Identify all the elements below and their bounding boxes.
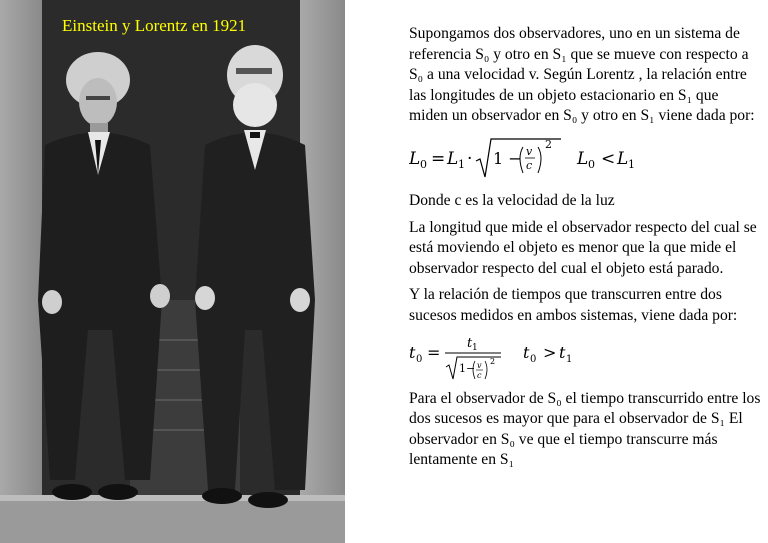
- svg-text:2: 2: [490, 356, 496, 366]
- svg-text:t: t: [523, 342, 530, 362]
- length-contraction-formula: [409, 133, 761, 183]
- svg-text:L: L: [447, 148, 459, 169]
- svg-text:L: L: [577, 148, 589, 169]
- svg-text:1: 1: [472, 342, 478, 353]
- svg-text:·: ·: [467, 148, 473, 169]
- photo-image: [0, 0, 345, 543]
- svg-text:1: 1: [628, 157, 635, 171]
- time-dilation-formula: [409, 331, 761, 383]
- svg-text:1−: 1−: [459, 361, 476, 375]
- length-formula-graphic: [409, 133, 761, 183]
- svg-text:=: =: [427, 342, 441, 362]
- svg-text:0: 0: [416, 353, 423, 365]
- svg-text:1: 1: [458, 157, 465, 171]
- svg-text:L: L: [617, 148, 629, 169]
- photo-caption: Einstein y Lorentz en 1921: [62, 16, 247, 35]
- svg-text:c: c: [477, 370, 482, 380]
- svg-text:t: t: [409, 342, 416, 362]
- svg-text:>: >: [543, 342, 557, 362]
- svg-text:v: v: [526, 144, 533, 158]
- svg-text:0: 0: [588, 157, 595, 171]
- svg-text:1 −: 1 −: [493, 148, 522, 168]
- text-column: [409, 24, 761, 471]
- paragraph-length-explanation: La longitud que mide el observador respecto del cual se está moviendo el objeto es menor que la que mide el observador respecto del cual el objeto está parado.: [409, 218, 757, 277]
- svg-text:c: c: [526, 158, 533, 172]
- svg-text:t: t: [467, 335, 473, 351]
- svg-text:t: t: [559, 342, 566, 362]
- svg-text:v: v: [477, 360, 482, 370]
- svg-text:0: 0: [420, 157, 427, 171]
- historical-photo: [0, 0, 345, 543]
- paragraph-intro: Supongamos dos observadores, uno en un sistema de referencia S₀ y otro en S₁ que se mueve con respecto a S₀ a una velocidad v. Según Lorentz , la relación entre las longitudes de un objeto estacionario en S₁ que miden un observador en S₀ y otro en S₁ viene dada por:: [409, 25, 755, 125]
- svg-text:L: L: [409, 148, 421, 169]
- time-formula-graphic: [409, 331, 761, 383]
- paragraph-time-relation: Y la relación de tiempos que transcurren entre dos sucesos medidos en ambos sistemas, viene dada por:: [409, 286, 738, 324]
- svg-text:1: 1: [566, 353, 573, 365]
- paragraph-speed-of-light: Donde c es la velocidad de la luz: [409, 191, 615, 209]
- svg-text:0: 0: [530, 353, 537, 365]
- svg-text:<: <: [601, 148, 616, 169]
- paragraph-time-conclusion: Para el observador de S₀ el tiempo transcurrido entre los dos sucesos es mayor que para el observador de S₁ El observador en S₀ ve que el tiempo transcurre más lentamente en S₁: [409, 389, 761, 469]
- svg-text:2: 2: [545, 137, 552, 151]
- svg-text:=: =: [431, 148, 446, 169]
